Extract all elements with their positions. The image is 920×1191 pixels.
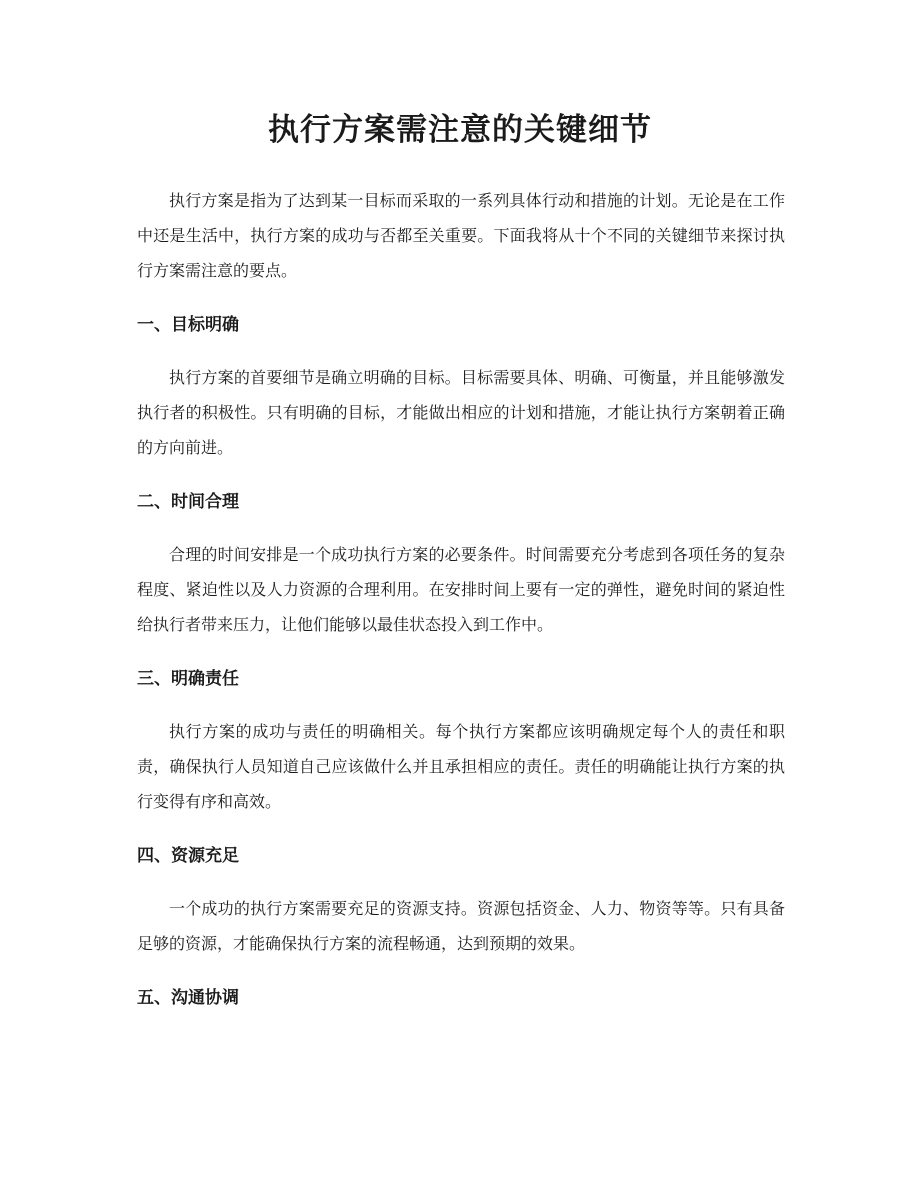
section-heading-2: 二、时间合理 [137,492,239,512]
section-body-3: 执行方案的成功与责任的明确相关。每个执行方案都应该明确规定每个人的责任和职责，确保执行人员知道自己应该做什么并且承担相应的责任。责任的明确能让执行方案的执行变得有序和高效。 [137,722,785,811]
section-heading-5: 五、沟通协调 [137,988,239,1008]
document-content [137,183,785,1013]
section-body-1: 执行方案的首要细节是确立明确的目标。目标需要具体、明确、可衡量，并且能够激发执行者的积极性。只有明确的目标，才能做出相应的计划和措施，才能让执行方案朝着正确的方向前进。 [137,368,785,457]
section-body-4: 一个成功的执行方案需要充足的资源支持。资源包括资金、人力、物资等等。只有具备足够的资源，才能确保执行方案的流程畅通，达到预期的效果。 [137,899,785,953]
section-heading-3: 三、明确责任 [137,669,239,689]
intro-paragraph: 执行方案是指为了达到某一目标而采取的一系列具体行动和措施的计划。无论是在工作中还是生活中，执行方案的成功与否都至关重要。下面我将从十个不同的关键细节来探讨执行方案需注意的要点。 [137,191,785,280]
section-body-2: 合理的时间安排是一个成功执行方案的必要条件。时间需要充分考虑到各项任务的复杂程度、紧迫性以及人力资源的合理利用。在安排时间上要有一定的弹性，避免时间的紧迫性给执行者带来压力，让他们能够以最佳状态投入到工作中。 [137,545,785,634]
document-title: 执行方案需注意的关键细节 [268,112,652,148]
section-heading-4: 四、资源充足 [137,846,239,866]
section-heading-1: 一、目标明确 [137,315,239,335]
